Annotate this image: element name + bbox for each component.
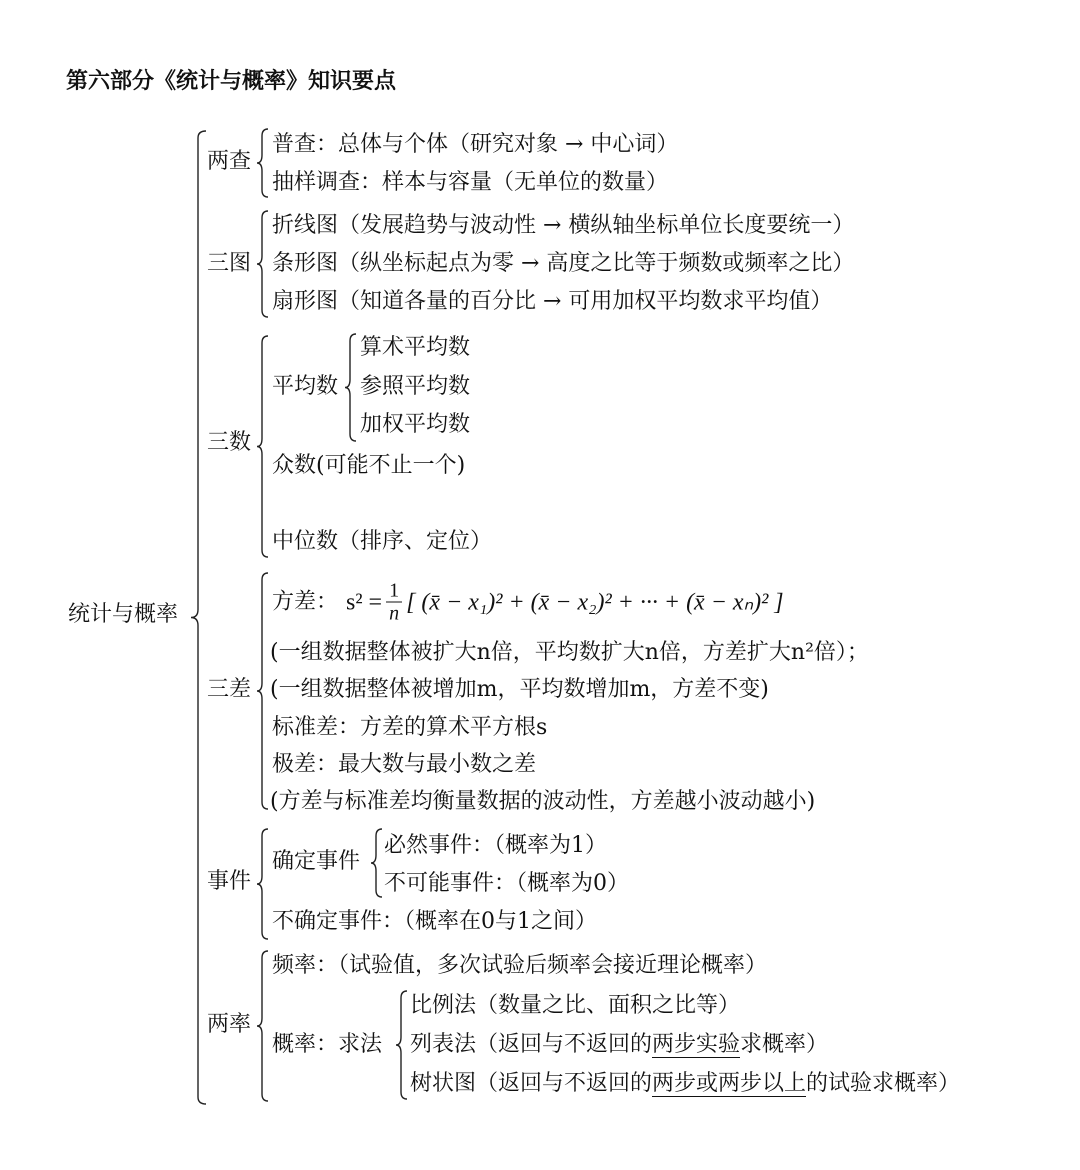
pie-chart-item: 扇形图（知道各量的百分比 → 可用加权平均数求平均值）	[272, 289, 833, 314]
brace-icon	[256, 335, 268, 558]
median-item: 中位数（排序、定位）	[272, 529, 493, 554]
three-numbers-brace	[256, 335, 268, 558]
mean-label: 平均数	[272, 374, 339, 399]
text: 列表法（返回与不返回的	[410, 1032, 653, 1057]
formula-lhs: s² =	[346, 589, 383, 615]
spread-note: (方差与标准差均衡量数据的波动性，方差越小波动越小)	[270, 789, 816, 814]
two-surveys-brace	[256, 128, 268, 198]
probability-label: 概率：求法	[272, 1032, 383, 1057]
mean-item: 算术平均数	[360, 335, 471, 360]
mode-item: 众数(可能不止一个)	[272, 453, 466, 478]
text: 的试验求概率）	[806, 1071, 961, 1096]
brace-icon	[256, 950, 268, 1102]
events-label: 事件	[207, 869, 252, 894]
three-spreads-brace	[256, 572, 268, 810]
formula-body: [ (x̄ − x₁)² + (x̄ − x₂)² + ··· + (x̄ − xₙ)² ]	[406, 589, 784, 615]
variance-formula	[272, 580, 784, 625]
page-title: 第六部分《统计与概率》知识要点	[66, 69, 397, 94]
fraction-denominator: n	[389, 602, 400, 625]
ratio-method-item: 比例法（数量之比、面积之比等）	[410, 993, 741, 1018]
impossible-event-item: 不可能事件：（概率为0）	[384, 871, 629, 896]
two-rates-brace	[256, 950, 268, 1102]
three-charts-label: 三图	[207, 251, 252, 276]
brace-icon	[256, 128, 268, 198]
formula-fraction	[386, 580, 402, 625]
certain-brace	[370, 828, 382, 898]
two-rates-label: 两率	[207, 1012, 252, 1037]
three-spreads-label: 三差	[207, 677, 252, 702]
three-charts-brace	[256, 210, 268, 318]
brace-icon	[256, 572, 268, 810]
text: 求概率）	[740, 1032, 829, 1057]
mean-item: 加权平均数	[360, 412, 471, 437]
sure-event-item: 必然事件：（概率为1）	[384, 833, 607, 858]
brace-icon	[344, 333, 356, 442]
text: 树状图（返回与不返回的	[410, 1071, 653, 1096]
uncertain-event-item: 不确定事件：（概率在0与1之间）	[272, 909, 597, 934]
certain-event-label: 确定事件	[272, 849, 361, 874]
three-numbers-label: 三数	[207, 430, 252, 455]
root-label: 统计与概率	[68, 602, 179, 627]
methods-brace	[395, 990, 407, 1100]
mean-item: 参照平均数	[360, 374, 471, 399]
sample-survey-item: 抽样调查：样本与容量（无单位的数量）	[272, 170, 669, 195]
brace-icon	[256, 828, 268, 940]
line-chart-item: 折线图（发展趋势与波动性 → 横纵轴坐标单位长度要统一）	[272, 213, 855, 238]
spread-note: (一组数据整体被增加m，平均数增加m，方差不变)	[270, 677, 769, 702]
two-surveys-label: 两查	[207, 149, 252, 174]
range-item: 极差：最大数与最小数之差	[272, 752, 537, 777]
events-brace	[256, 828, 268, 940]
underlined-text: 两步或两步以上	[652, 1071, 807, 1096]
variance-label: 方差：	[272, 589, 339, 614]
brace-icon	[256, 210, 268, 318]
underlined-text: 两步实验	[652, 1032, 741, 1057]
std-dev-item: 标准差：方差的算术平方根s	[272, 715, 548, 740]
bar-chart-item: 条形图（纵坐标起点为零 → 高度之比等于频数或频率之比）	[272, 251, 855, 276]
frequency-item: 频率：（试验值，多次试验后频率会接近理论概率）	[272, 953, 768, 978]
brace-icon	[395, 990, 407, 1100]
fraction-numerator: 1	[386, 580, 402, 603]
spread-note: (一组数据整体被扩大n倍，平均数扩大n倍，方差扩大n²倍）；	[270, 640, 869, 665]
tree-method-item	[410, 1071, 960, 1097]
brace-icon	[370, 828, 382, 898]
brace-icon	[190, 130, 206, 1105]
table-method-item	[410, 1032, 828, 1058]
mean-brace	[344, 333, 356, 442]
root-brace	[190, 130, 206, 1105]
census-item: 普查：总体与个体（研究对象 → 中心词）	[272, 132, 679, 157]
